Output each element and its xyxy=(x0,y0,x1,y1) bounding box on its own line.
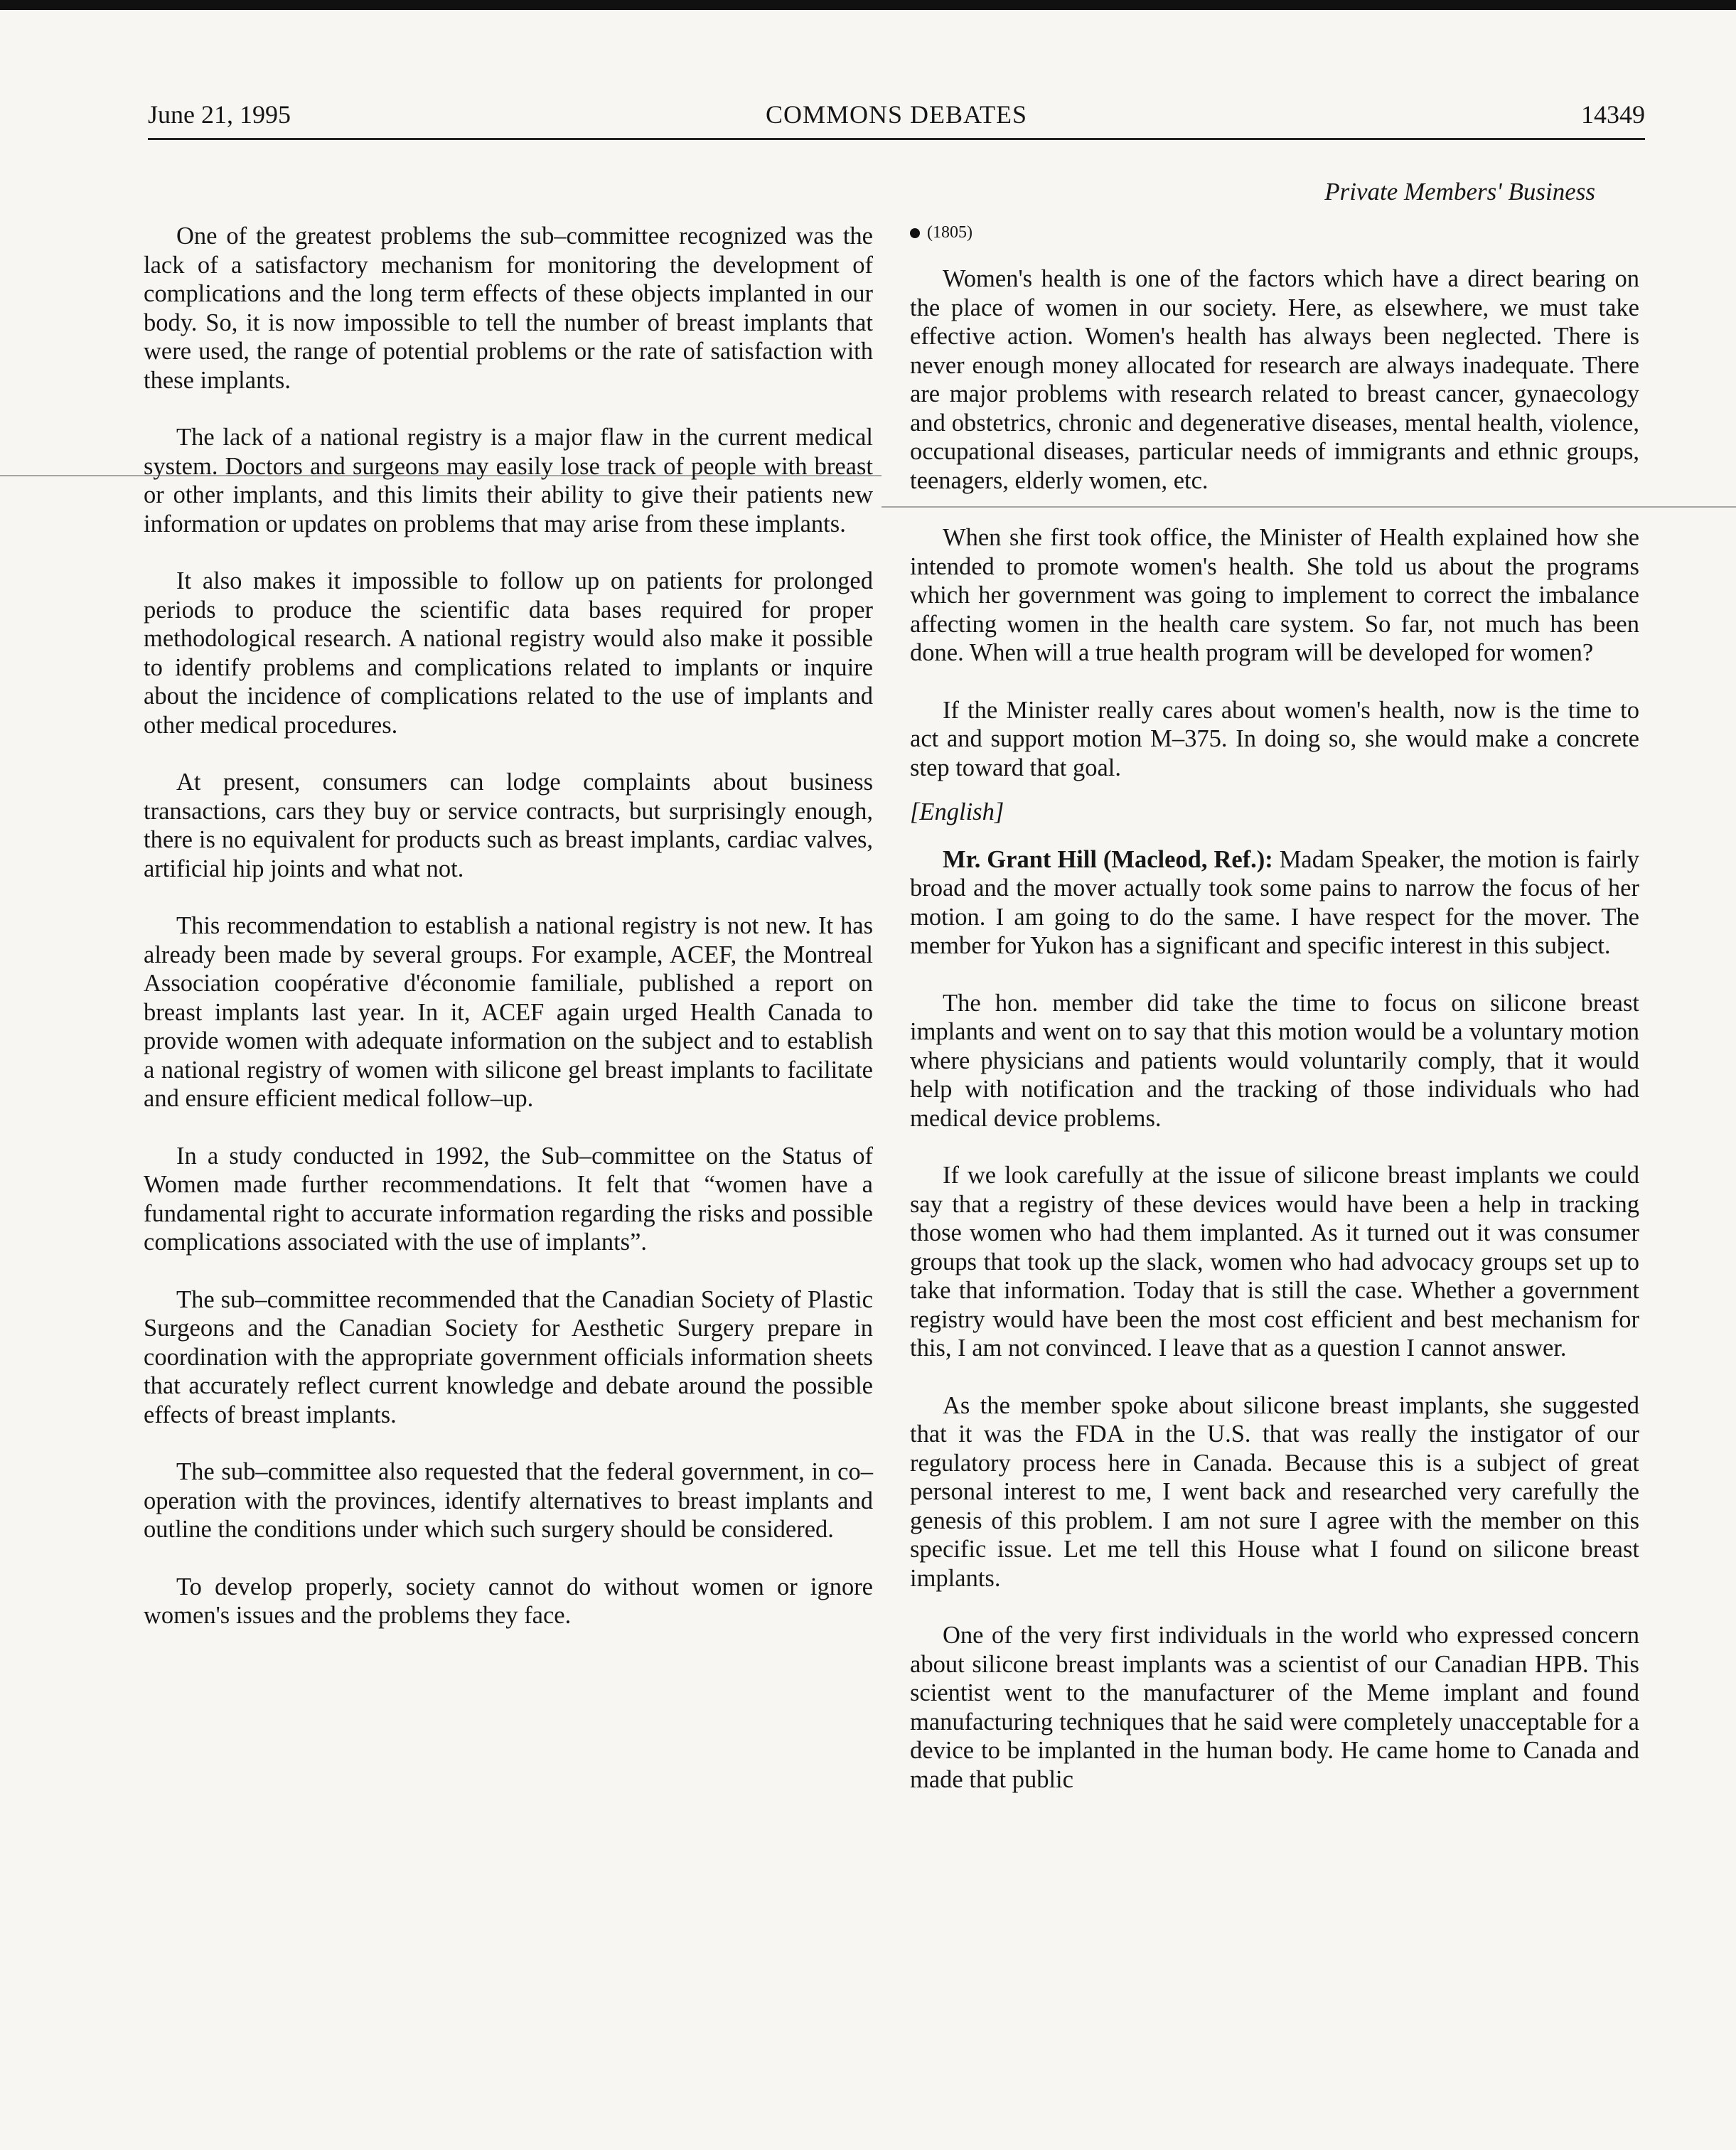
header-title: COMMONS DEBATES xyxy=(765,100,1028,129)
right-paragraph: As the member spoke about silicone breast implants, she suggested that it was the FDA in the U.S. that was really the instigator of our regulatory process here in Canada. Because this is a subject of great personal interest to me, I went back and researched very carefully the genesis of this problem. I am not sure I agree with the member on this specific issue. Let me tell this House what I found on silicone breast implants. xyxy=(910,1391,1639,1592)
right-paragraph: The hon. member did take the time to focus on silicone breast implants and went on to say that this motion would be a voluntary motion where physicians and patients would voluntarily comply, that it would help with notification and the tracking of those individuals who had medical device problems. xyxy=(910,989,1639,1132)
left-paragraph: In a study conducted in 1992, the Sub–committee on the Status of Women made further recommendations. It felt that “women have a fundamental right to accurate information regarding the risks and possible complications associated with the use of implants”. xyxy=(144,1142,873,1256)
speaker-name: Mr. Grant Hill (Macleod, Ref.): xyxy=(943,845,1273,873)
right-paragraph: Women's health is one of the factors which have a direct bearing on the place of women in our society. Here, as elsewhere, we must take effective action. Women's health has always been neglected. There is never enough money allocated for research are always inadequate. There are major problems with research related to breast cancer, gynaecology and obstetrics, chronic and degenerative diseases, mental health, violence, occupational diseases, particular needs of immigrants and ethnic groups, teenagers, elderly women, etc. xyxy=(910,265,1639,494)
header-page-number: 14349 xyxy=(1581,100,1645,129)
left-paragraph: It also makes it impossible to follow up on patients for prolonged periods to produce the scientific data bases required for proper methodological research. A national registry would also make it possible to identify problems and complications related to implants or inquire about the incidence of complications related to the use of implants and other medical procedures. xyxy=(144,567,873,739)
left-paragraph: The sub–committee recommended that the Canadian Society of Plastic Surgeons and the Canadian Society for Aesthetic Surgery prepare in coordination with the appropriate government officials information sheets that accurately reflect current knowledge and debate around the possible effects of breast implants. xyxy=(144,1285,873,1428)
time-marker-text: (1805) xyxy=(927,223,973,242)
right-paragraph: If the Minister really cares about women's health, now is the time to act and support motion M–375. In doing so, she would make a concrete step toward that goal. xyxy=(910,696,1639,781)
scan-top-border xyxy=(0,0,1736,10)
right-paragraph: One of the very first individuals in the world who expressed concern about silicone breast implants was a scientist of our Canadian HPB. This scientist went to the manufacturer of the Meme implant and found manufacturing techniques that he said were completely unacceptable for a device to be implanted in the human body. He came home to Canada and made that public xyxy=(910,1622,1639,1793)
language-marker: [English] xyxy=(910,798,1004,825)
speech-opening: Madam Speaker, the motion is fairly broad and the mover actually took some pains to narrow the focus of her motion. I am going to do the same. I have respect for the mover. The member for Yukon has a significant and specific interest in this subject. xyxy=(910,845,1639,959)
speech-paragraph xyxy=(910,845,1639,961)
left-paragraph: The sub–committee also requested that the federal government, in co–operation with the provinces, identify alternatives to breast implants and outline the conditions under which such surgery should be considered. xyxy=(144,1458,873,1543)
header-date: June 21, 1995 xyxy=(148,100,291,129)
section-label: Private Members' Business xyxy=(1324,178,1595,205)
left-paragraph: This recommendation to establish a national registry is not new. It has already been made by several groups. For example, ACEF, the Montreal Association coopérative d'économie familiale, published a report on breast implants last year. In it, ACEF again urged Health Canada to provide women with adequate information on the subject and to establish a national registry of women with silicone gel breast implants to facilitate and ensure efficient medical follow–up. xyxy=(144,912,873,1112)
page-header xyxy=(148,100,1645,137)
left-paragraph: At present, consumers can lodge complaints about business transactions, cars they buy or service contracts, but surprisingly enough, there is no equivalent for products such as breast implants, cardiac valves, artificial hip joints and what not. xyxy=(144,769,873,882)
left-column xyxy=(144,222,873,1659)
header-rule xyxy=(148,138,1645,140)
bullet-icon xyxy=(910,228,920,238)
left-paragraph: One of the greatest problems the sub–committee recognized was the lack of a satisfactory mechanism for monitoring the development of complications and the long term effects of these objects implanted in our body. So, it is now impossible to tell the number of breast implants that were used, the range of potential problems or the rate of satisfaction with these implants. xyxy=(144,223,873,394)
right-column xyxy=(910,222,1639,1822)
time-marker xyxy=(910,222,1639,243)
left-paragraph: To develop properly, society cannot do without women or ignore women's issues and the problems they face. xyxy=(144,1573,873,1629)
left-paragraph: The lack of a national registry is a major flaw in the current medical system. Doctors and surgeons may easily lose track of people with breast or other implants, and this limits their ability to give their patients new information or updates on problems that may arise from these implants. xyxy=(144,424,873,538)
right-paragraph: If we look carefully at the issue of silicone breast implants we could say that a registry of these devices would have been a help in tracking those women who had them implanted. As it turned out it was consumer groups that took up the slack, women who had advocacy groups set up to take that information. Today that is still the case. Whether a government registry would have been the most cost efficient and best mechanism for this, I am not convinced. I leave that as a question I cannot answer. xyxy=(910,1162,1639,1362)
right-paragraph: When she first took office, the Minister of Health explained how she intended to promote women's health. She told us about the programs which her government was going to implement to correct the imbalance affecting women in the health care system. So far, not much has been done. When will a true health program will be developed for women? xyxy=(910,524,1639,666)
